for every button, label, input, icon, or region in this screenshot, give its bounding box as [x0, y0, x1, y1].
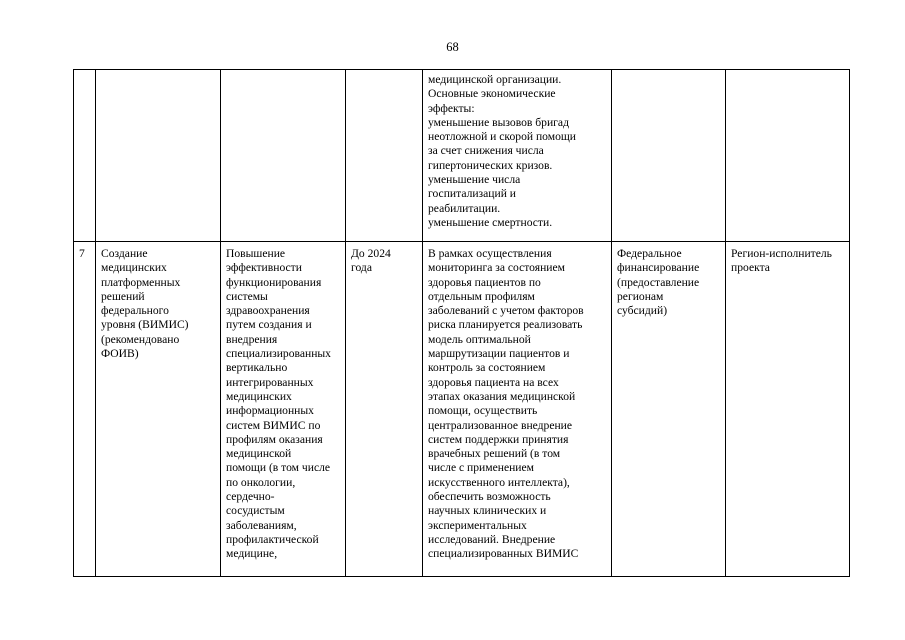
measures-table: [73, 69, 850, 577]
cell-executor: [726, 70, 850, 242]
table-row-7: [74, 242, 850, 577]
cell-deadline: [346, 70, 423, 242]
cell-measure-name: Создание медицинских платформенных решений федерального уровня (ВИМИС) (рекомендовано ФОИВ): [96, 242, 221, 577]
cell-goal: Повышение эффективности функционирования системы здравоохранения путем создания и внедрения специализированных вертикально интегрированных медицинских информационных систем ВИМИС по профилям оказания медицинской помощи (в том числе по онкологии, сердечно- сосудистым заболеваниям, профилактической медицине,: [221, 242, 346, 577]
cell-executor: Регион-исполнитель проекта: [726, 242, 850, 577]
table-row-continuation: [74, 70, 850, 242]
page-number: 68: [446, 40, 459, 54]
cell-expected-effects: В рамках осуществления мониторинга за состоянием здоровья пациентов по отдельным профилям заболеваний с учетом факторов риска планируется реализовать модель оптимальной маршрутизации пациентов и контроль за состоянием здоровья пациента на всех этапах оказания медицинской помощи, осуществить централизованное внедрение систем поддержки принятия врачебных решений (в том числе с применением искусственного интеллекта), обеспечить возможность научных клинических и экспериментальных исследований. Внедрение специализированных ВИМИС: [423, 242, 612, 577]
cell-measure-name: [96, 70, 221, 242]
cell-goal: [221, 70, 346, 242]
cell-financing: [612, 70, 726, 242]
cell-number: 7: [74, 242, 96, 577]
cell-number: [74, 70, 96, 242]
cell-expected-effects: медицинской организации. Основные экономические эффекты: уменьшение вызовов бригад неотложной и скорой помощи за счет снижения числа гипертонических кризов. уменьшение числа госпитализаций и реабилитации. уменьшение смертности.: [423, 70, 612, 242]
cell-deadline: До 2024 года: [346, 242, 423, 577]
cell-financing: Федеральное финансирование (предоставление регионам субсидий): [612, 242, 726, 577]
